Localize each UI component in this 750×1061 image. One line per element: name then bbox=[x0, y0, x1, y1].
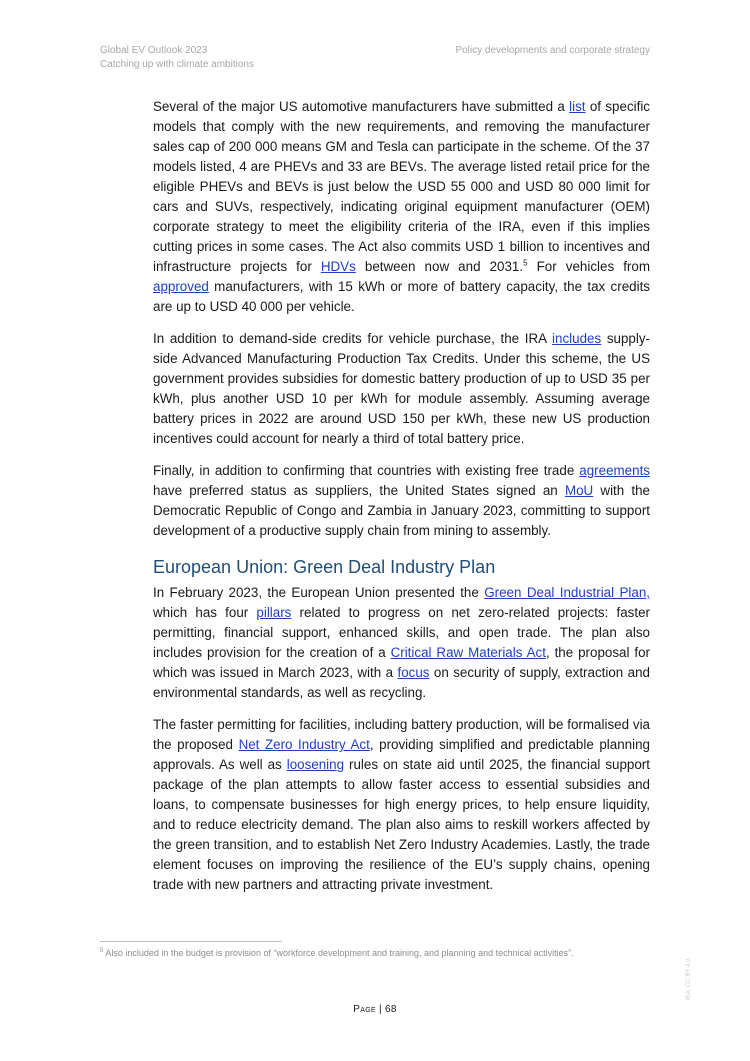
text-run: , the proposal for which was issued in March 2023, with a bbox=[153, 645, 650, 680]
document-title: Global EV Outlook 2023 bbox=[100, 45, 208, 56]
paragraph-ira-supply-side bbox=[153, 329, 650, 449]
link-mou[interactable]: MoU bbox=[564, 483, 594, 498]
footnote-ref[interactable]: 5 bbox=[523, 258, 528, 268]
running-header-right bbox=[455, 44, 650, 58]
text-run: In addition to demand-side credits for vehicle purchase, the IRA bbox=[153, 331, 553, 346]
text-run: of specific models that comply with the new requirements, and removing the manufacturer sales cap of 200 000 means GM and Tesla can participate in the scheme. Of the 37 models listed, 4 are PHEVs and 33 are BEVs. The average listed retail price for the eligible PHEVs and BEVs is just below the USD 55 000 and USD 80 000 limit for cars and SUVs, respectively, indicating original equipment manufacturer (OEM) corporate strategy to meet the eligibility criteria of the IRA, even if this implies cutting prices in some cases. The Act also commits USD 1 billion to incentives and infrastructure projects for bbox=[153, 99, 650, 274]
link-hdvs[interactable]: HDVs bbox=[320, 259, 356, 274]
link-focus[interactable]: focus bbox=[397, 665, 430, 680]
text-run: with the Democratic Republic of Congo and Zambia in January 2023, committing to support development of a productive supply chain from mining to assembly. bbox=[153, 483, 650, 538]
text-run: manufacturers, with 15 kWh or more of battery capacity, the tax credits are up to USD 40 000 per vehicle. bbox=[153, 279, 650, 314]
text-run: , providing simplified and predictable planning approvals. As well as bbox=[153, 737, 650, 772]
link-agreements[interactable]: agreements bbox=[579, 463, 650, 478]
text-run: Finally, in addition to confirming that countries with existing free trade bbox=[153, 463, 580, 478]
link-pillars[interactable]: pillars bbox=[256, 605, 292, 620]
link-green-deal-plan[interactable]: Green Deal Industrial Plan, bbox=[484, 585, 650, 600]
link-approved[interactable]: approved bbox=[153, 279, 209, 294]
document-subtitle: Catching up with climate ambitions bbox=[100, 59, 254, 70]
section-heading: European Union: Green Deal Industry Plan bbox=[153, 557, 496, 577]
paragraph-green-deal bbox=[153, 583, 650, 703]
text-run: have preferred status as suppliers, the United States signed an bbox=[153, 483, 565, 498]
license-note: IEA. CC BY 4.0. bbox=[686, 957, 692, 1000]
footnote bbox=[100, 947, 660, 959]
text-run: related to progress on net zero-related projects: faster permitting, financial support, enhanced skills, and open trade. The plan also includes provision for the creation of a bbox=[153, 605, 650, 660]
link-includes[interactable]: includes bbox=[552, 331, 602, 346]
page-body bbox=[153, 97, 650, 907]
footnote-number: 5 bbox=[100, 948, 104, 954]
link-list[interactable]: list bbox=[569, 99, 586, 114]
text-run: on security of supply, extraction and environmental standards, as well as recycling. bbox=[153, 665, 650, 700]
link-critical-raw-materials-act[interactable]: Critical Raw Materials Act bbox=[390, 645, 546, 660]
text-run: supply-side Advanced Manufacturing Production Tax Credits. Under this scheme, the US government provides subsidies for domestic battery production of up to USD 35 per kWh, plus another USD 10 per kWh for module assembly. Assuming average battery prices in 2022 are around USD 150 per kWh, these new US production incentives could account for nearly a third of total battery price. bbox=[153, 331, 650, 446]
link-net-zero-industry-act[interactable]: Net Zero Industry Act bbox=[238, 737, 370, 752]
chapter-title: Policy developments and corporate strategy bbox=[455, 45, 650, 56]
text-run: between now and 2031. bbox=[355, 259, 524, 274]
text-run: In February 2023, the European Union presented the bbox=[153, 585, 485, 600]
page-number: 68 bbox=[384, 1004, 397, 1015]
paragraph-us-models bbox=[153, 97, 650, 317]
text-run: The faster permitting for facilities, including battery production, will be formalised via the proposed bbox=[153, 717, 650, 752]
footnote-text: Also included in the budget is provision of “workforce development and training, and planning and technical activities”. bbox=[103, 948, 574, 958]
paragraph-trade-agreements bbox=[153, 461, 650, 541]
page-label: Page bbox=[353, 1004, 376, 1015]
text-run: Several of the major US automotive manufacturers have submitted a bbox=[153, 99, 570, 114]
paragraph-net-zero-industry-act bbox=[153, 715, 650, 895]
footnote-divider bbox=[100, 941, 282, 942]
running-header-left bbox=[100, 44, 254, 72]
link-loosening[interactable]: loosening bbox=[286, 757, 345, 772]
text-run: rules on state aid until 2025, the financial support package of the plan attempts to allow faster access to essential subsidies and loans, to compensate businesses for high energy prices, to help ensure liquidity, and to reduce electricity demand. The plan also aims to reskill workers affected by the green transition, and to establish Net Zero Industry Academies. Lastly, the trade element focuses on improving the resilience of the EU’s supply chains, opening trade with new partners and attracting private investment. bbox=[153, 757, 650, 892]
page-number-footer bbox=[0, 1004, 750, 1015]
text-run: which has four bbox=[153, 605, 257, 620]
page-separator: | bbox=[375, 1004, 385, 1015]
text-run: For vehicles from bbox=[527, 259, 650, 274]
